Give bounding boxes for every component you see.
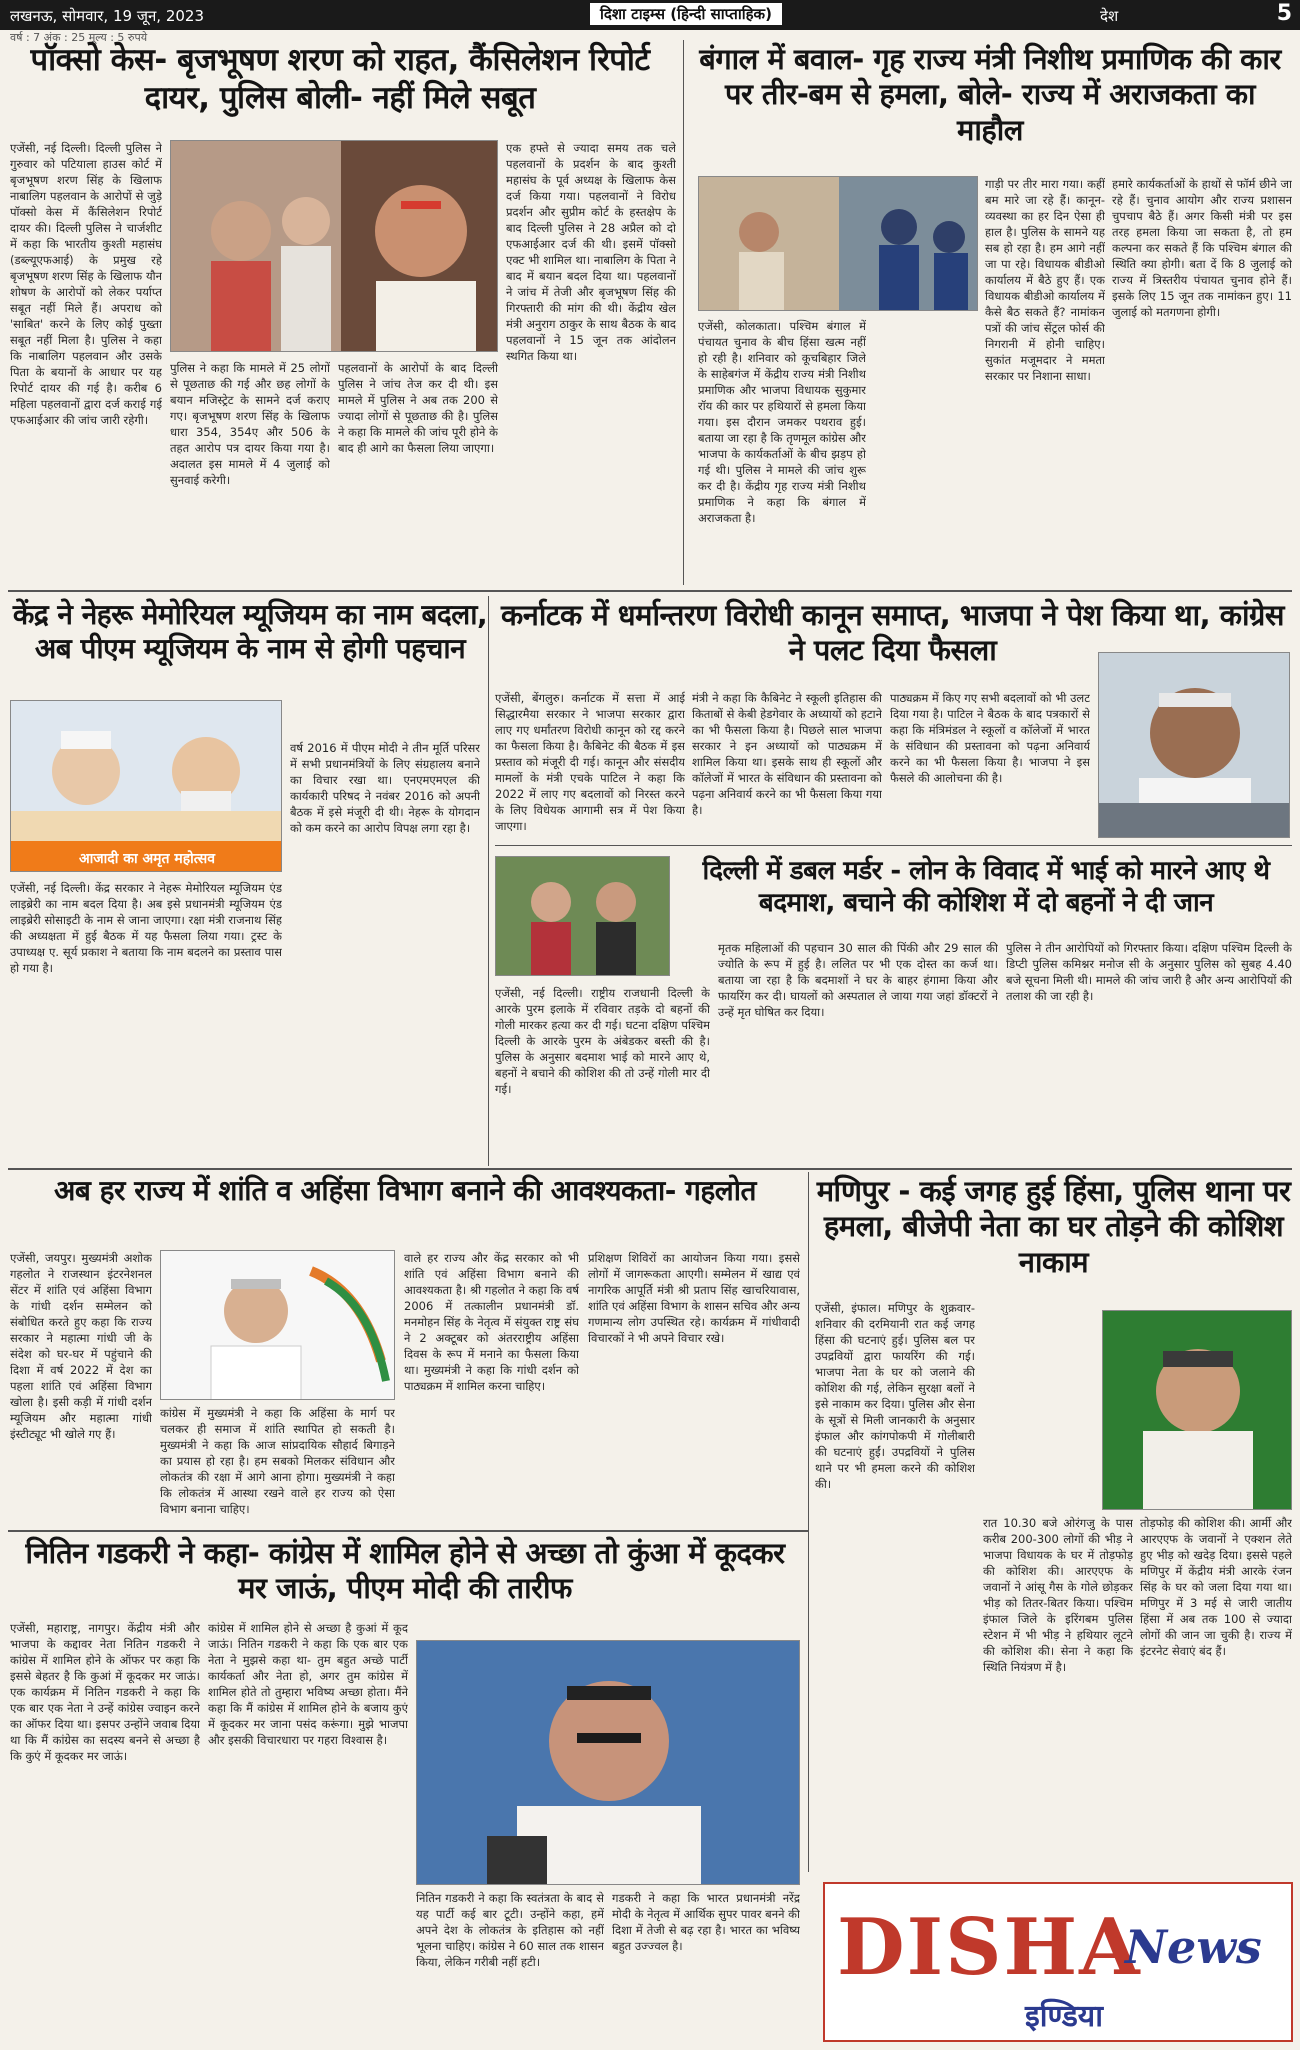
- section-name: देश: [1100, 7, 1119, 25]
- story-body-bengal-col1: एजेंसी, कोलकाता। पश्चिम बंगाल में पंचायत चुनाव के बीच हिंसा खत्म नहीं हो रही है। शनिवार को कूचबिहार जिले के साहेबगंज में केंद्रीय राज्य मंत्री निशीथ प्रमाणिक और भाजपा विधायक सुकुमार रॉय की कार पर हथियारों से हमला किया गया। इस दौरान जमकर पथराव हुई। बताया जा रहा है कि तृणमूल कांग्रेस और भाजपा के कार्यकर्ताओं के बीच झड़प हो गई थी। पुलिस ने मामले की जांच शुरू कर दी है। केंद्रीय गृह राज्य मंत्री निशीथ प्रमाणिक ने कहा कि बंगाल में अराजकता है।: [698, 319, 866, 525]
- bengal-protest-photo: [698, 176, 978, 311]
- story-body-karnataka-col1: एजेंसी, बेंगलुरु। कर्नाटक में सत्ता में आई सिद्धारमैया सरकार ने भाजपा सरकार द्वारा लाए गए धर्मांतरण विरोधी कानून को रद्द करने का फैसला किया है। कैबिनेट की बैठक में इस प्रस्ताव को मंजूरी दी गई। कानून और संसदीय मामलों के मंत्री एचके पाटिल ने कहा कि 2022 में लाए गए बदलावों को निरस्त करने के लिए विधेयक आगामी सत्र में पेश किया जाएगा।: [495, 691, 685, 833]
- delhi-victims-photo: [495, 856, 670, 976]
- story-body-gadkari-col1: एजेंसी, महाराष्ट्र, नागपुर। केंद्रीय मंत्री और भाजपा के कद्दावर नेता नितिन गडकरी ने कांग्रेस में शामिल होने के ऑफर पर कहा कि इससे बेहतर है कि कुआं में कूदकर मर जाऊं। एक कार्यक्रम में नितिन गडकरी ने कहा कि एक बार एक नेता ने उन्हें कांग्रेस ज्वाइन करने का ऑफर दिया था। इसपर उन्होंने जवाब दिया था कि मैं कांग्रेस का सदस्य बनने से अच्छा है कि कुएं में कूदकर मर जाऊं।: [10, 1621, 200, 1763]
- nehru-banner-caption: आजादी का अमृत महोत्सव: [78, 851, 216, 867]
- disha-news-logo: [823, 1882, 1293, 2042]
- section-rule: [8, 590, 1292, 592]
- story-body-karnataka-col2: मंत्री ने कहा कि कैबिनेट ने स्कूली इतिहास की किताबों से केबी हेडगेवार के अध्यायों को हटाने का भी फैसला किया है। पिछले साल भाजपा सरकार ने इन अध्यायों को पाठ्यक्रम में शामिल किया था। इसके साथ ही स्कूलों और कॉलेजों में भारत के संविधान की प्रस्तावना को पढ़ना अनिवार्य करने का भी फैसला किया गया है।: [692, 691, 882, 817]
- story-body-pocso-col3: पुलिस ने कहा कि मामले में 25 लोगों से पूछताछ की गई और छह लोगों के बयान मजिस्ट्रेट के सामने दर्ज कराए गए। बृजभूषण शरण सिंह के खिलाफ धारा 354, 354ए और 506 के तहत आरोप पत्र दायर किया गया है। अदालत इस मामले में 4 जुलाई को सुनवाई करेगी।: [170, 361, 330, 487]
- story-headline-manipur: मणिपुर - कई जगह हुई हिंसा, पुलिस थाना पर हमला, बीजेपी नेता का घर तोड़ने की कोशिश नाकाम: [816, 1174, 1291, 1279]
- story-headline-gehlot: अब हर राज्य में शांति व अहिंसा विभाग बनाने की आवश्यकता- गहलोत: [54, 1174, 756, 1207]
- column-rule: [488, 596, 489, 1166]
- story-body-gadkari-col3: नितिन गडकरी ने कहा कि स्वतंत्रता के बाद से यह पार्टी कई बार टूटी। उन्होंने कहा, हमें अपने देश के लोकतंत्र के इतिहास को नहीं भूलना चाहिए। कांग्रेस ने 60 साल तक शासन किया, लेकिन गरीबी नहीं हटी।: [416, 1891, 604, 1969]
- story-body-gehlot-col3: वाले हर राज्य और केंद्र सरकार को भी शांति एवं अहिंसा विभाग बनाने की आवश्यकता है। श्री गहलोत ने कहा कि वर्ष 2006 में तत्कालीन प्रधानमंत्री डॉ. मनमोहन सिंह के नेतृत्व में संयुक्त राष्ट्र संघ ने 2 अक्टूबर को अंतरराष्ट्रीय अहिंसा दिवस के रूप में मनाने का फैसला किया था। मुख्यमंत्री ने कहा कि गांधी दर्शन को पाठ्यक्रम में शामिल करना चाहिए।: [404, 1251, 579, 1393]
- wrestlers-photo: [170, 140, 498, 352]
- story-headline-karnataka: कर्नाटक में धर्मान्तरण विरोधी कानून समाप्त, भाजपा ने पेश किया था, कांग्रेस ने पलट दिया फैसला: [500, 598, 1284, 668]
- story-body-manipur-col1: एजेंसी, इंफाल। मणिपुर के शुक्रवार-शनिवार की दरमियानी रात कई जगह हिंसा की घटनाएं हुई। पुलिस बल पर उपद्रवियों द्वारा फायरिंग की गई। भाजपा नेता के घर को जलाने की कोशिश की गई, लेकिन सुरक्षा बलों ने इसे नाकाम कर दिया। पुलिस और सेना के सूत्रों से मिली जानकारी के अनुसार इंफाल और कांगपोकपी में गोलीबारी की घटनाएं हुईं। उपद्रवियों ने पुलिस थाने पर भी हमला करने की कोशिश की।: [815, 1301, 975, 1491]
- page-number: 5: [1276, 1, 1292, 26]
- story-body-manipur-col2: रात 10.30 बजे ओरंगजु के पास करीब 200-300 लोगों की भीड़ ने भाजपा विधायक के घर में तोड़फोड़ की कोशिश की। आरएएफ के जवानों ने आंसू गैस के गोले छोड़कर भीड़ को तितर-बितर किया। पश्चिम इंफाल जिले के इरिंगबम पुलिस स्टेशन में भी भीड़ ने हथियार लूटने की कोशिश की। सेना ने कहा कि स्थिति नियंत्रण में है।: [983, 1516, 1133, 1674]
- story-body-gadkari-col4: गडकरी ने कहा कि भारत प्रधानमंत्री नरेंद्र मोदी के नेतृत्व में आर्थिक सुपर पावर बनने की दिशा में तेजी से बढ़ रहा है। भारत का भविष्य बहुत उज्ज्वल है।: [612, 1891, 800, 1953]
- story-body-gehlot-col4: प्रशिक्षण शिविरों का आयोजन किया गया। इससे लोगों में जागरूकता आएगी। सम्मेलन में खाद्य एवं नागरिक आपूर्ति मंत्री श्री प्रताप सिंह खाचरियावास, शांति एवं अहिंसा विभाग के शासन सचिव और अन्य गणमान्य लोग उपस्थित रहे। कार्यक्रम में गांधीवादी विचारकों ने भी अपने विचार रखे।: [588, 1251, 800, 1345]
- story-body-karnataka-col3: पाठ्यक्रम में किए गए सभी बदलावों को भी उलट दिया गया है। पाटिल ने बैठक के बाद पत्रकारों से कहा कि मंत्रिमंडल ने स्कूलों व कॉलेजों में भारत के संविधान की प्रस्तावना को पढ़ना अनिवार्य करने का भी फैसला किया है। भाजपा ने इस फैसले की आलोचना की है।: [890, 691, 1090, 785]
- story-headline-nehru-museum: केंद्र ने नेहरू मेमोरियल म्यूजियम का नाम बदला, अब पीएम म्यूजियम के नाम से होगी पहचान: [12, 598, 488, 666]
- gadkari-photo: [416, 1640, 800, 1885]
- story-body-delhi-col1: एजेंसी, नई दिल्ली। राष्ट्रीय राजधानी दिल्ली के आरके पुरम इलाके में रविवार तड़के दो बहनों की गोली मारकर हत्या कर दी गई। घटना दक्षिण पश्चिम दिल्ली के आरके पुरम के अंबेडकर बस्ती की है। पुलिस के अनुसार बदमाश भाई को मारने आए थे, बहनों ने बचाने की कोशिश की तो उन्हें गोली मार दी गई।: [495, 986, 710, 1096]
- section-rule: [8, 1168, 1292, 1170]
- story-body-bengal-col3: हमारे कार्यकर्ताओं के हाथों से फॉर्म छीने जा रहे हैं। चुनाव आयोग और राज्य प्रशासन चुपचाप बैठे हैं। अगर किसी मंत्री पर इस तरह हमला किया जा सकता है, तो हम कल्पना कर सकते हैं कि पश्चिम बंगाल की स्थिति क्या होगी। बता दें कि 8 जुलाई को राज्य में त्रिस्तरीय पंचायत चुनाव होने हैं। इसके लिए 15 जून तक नामांकन हुए। 11 जुलाई को मतगणना होगी।: [1112, 177, 1292, 319]
- edition-subline: वर्ष : 7 अंक : 25 मूल्य : 5 रुपये: [10, 31, 148, 44]
- section-rule: [8, 1530, 808, 1532]
- section-rule: [495, 845, 1292, 846]
- story-headline-gadkari: नितिन गडकरी ने कहा- कांग्रेस में शामिल होने से अच्छा तो कुंआ में कूदकर मर जाऊं, पीएम मोदी की तारीफ: [25, 1536, 785, 1606]
- story-body-gehlot-col1: एजेंसी, जयपुर। मुख्यमंत्री अशोक गहलोत ने राजस्थान इंटरनेशनल सेंटर में शांति एवं अहिंसा विभाग के गांधी दर्शन सम्मेलन को संबोधित करते हुए कहा कि राज्य सरकार ने महात्मा गांधी जी के संदेश को घर-घर में पहुंचाने की दिशा में वर्ष 2022 में देश का पहला शांति एवं अहिंसा विभाग खोला है। इसी कड़ी में गांधी दर्शन म्यूजियम और महात्मा गांधी इंस्टीट्यूट भी खोले गए हैं।: [10, 1251, 152, 1441]
- story-body-manipur-col3: तोड़फोड़ की कोशिश की। आर्मी और आरएएफ के जवानों ने एक्शन लेते हुए भीड़ को खदेड़ दिया। इससे पहले मणिपुर में केंद्रीय मंत्री आरके रंजन सिंह के घर को जला दिया गया था। मणिपुर में 3 मई से जारी जातीय हिंसा में अब तक 100 से ज्यादा लोगों की जान जा चुकी है। राज्य में इंटरनेट सेवाएं बंद हैं।: [1140, 1516, 1292, 1658]
- siddaramaiah-photo: [1098, 652, 1290, 838]
- logo-sub-text: इण्डिया: [1025, 1999, 1103, 2034]
- story-headline-bengal: बंगाल में बवाल- गृह राज्य मंत्री निशीथ प्रमाणिक की कार पर तीर-बम से हमला, बोले- राज्य में अराजकता का माहौल: [699, 42, 1281, 147]
- story-body-pocso-col2: एक हफ्ते से ज्यादा समय तक चले पहलवानों के प्रदर्शन के बाद कुश्ती महासंघ के पूर्व अध्यक्ष के खिलाफ केस दर्ज किया गया। पहलवानों ने विरोध प्रदर्शन और सुप्रीम कोर्ट के हस्तक्षेप के बाद दिल्ली पुलिस ने 28 अप्रैल को दो एफआईआर दर्ज की थी। इसमें पॉक्सो एक्ट भी शामिल था। नाबालिग के पिता ने बाद में बयान बदल दिया था। पहलवानों ने जांच में तेजी और बृजभूषण सिंह की गिरफ्तारी की मांग की थी। केंद्रीय खेल मंत्री अनुराग ठाकुर के साथ बैठक के बाद पहलवानों ने 15 जून तक आंदोलन स्थगित किया था।: [506, 141, 676, 363]
- nehru-modi-photo: [10, 700, 282, 872]
- column-rule: [808, 1172, 809, 1872]
- paper-name: दिशा टाइम्स (हिन्दी साप्ताहिक): [590, 3, 782, 25]
- masthead: [0, 0, 1300, 30]
- gehlot-photo: [160, 1250, 395, 1400]
- story-body-delhi-col3: पुलिस ने तीन आरोपियों को गिरफ्तार किया। दक्षिण पश्चिम दिल्ली के डिप्टी पुलिस कमिश्नर मनोज सी के अनुसार पुलिस को सुबह 4.40 बजे सूचना मिली थी। मामले की जांच जारी है और अन्य आरोपियों की तलाश की जा रही है।: [1006, 941, 1292, 1003]
- story-body-bengal-col2: गाड़ी पर तीर मारा गया। कहीं बम मारे जा रहे हैं। कानून-व्यवस्था का हर दिन ऐसा ही हाल है। पुलिस के सामने यह सब हो रहा है। हम आगे नहीं जा पा रहे। विधायक बीडीओ कार्यालय में बैठे हुए हैं। एक विधायक बीडीओ कार्यालय में कैसे बैठ सकते हैं? नामांकन पत्रों की जांच सेंट्रल फोर्स की निगरानी में होनी चाहिए। सुकांत मजूमदार ने ममता सरकार पर निशाना साधा।: [985, 177, 1105, 383]
- story-body-gadkari-col2: कांग्रेस में शामिल होने से अच्छा है कुआं में कूद जाऊं। नितिन गडकरी ने कहा कि एक बार एक नेता ने मुझसे कहा था- तुम बहुत अच्छे पार्टी कार्यकर्ता और नेता हो, अगर तुम कांग्रेस में शामिल होते तो तुम्हारा भविष्य अच्छा होता। मैंने कहा कि मैं कांग्रेस में शामिल होने के बजाय कुएं में कूदकर मर जाना पसंद करूंगा। मुझे भाजपा और इसकी विचारधारा पर गहरा विश्वास है।: [208, 1621, 408, 1747]
- story-body-pocso-col4: पहलवानों के आरोपों के बाद दिल्ली पुलिस ने जांच तेज कर दी थी। इस मामले में पुलिस ने अब तक 200 से ज्यादा लोगों से पूछताछ की है। पुलिस ने कहा कि मामले की जांच पूरी होने के बाद ही आगे का फैसला लिया जाएगा।: [338, 361, 498, 455]
- logo-main-text: DISHA: [837, 1902, 1142, 1993]
- story-body-nehru-col1: एजेंसी, नई दिल्ली। केंद्र सरकार ने नेहरू मेमोरियल म्यूजियम एंड लाइब्रेरी का नाम बदल दिया है। अब इसे प्रधानमंत्री म्यूजियम एंड लाइब्रेरी सोसाइटी के नाम से जाना जाएगा। रक्षा मंत्री राजनाथ सिंह की अध्यक्षता में हुई बैठक में यह फैसला लिया गया। ट्रस्ट के उपाध्यक्ष ए. सूर्य प्रकाश ने बताया कि नाम बदलने का प्रस्ताव पास हो गया है।: [10, 881, 282, 975]
- story-body-gehlot-col2: कांग्रेस में मुख्यमंत्री ने कहा कि अहिंसा के मार्ग पर चलकर ही समाज में शांति स्थापित हो सकती है। मुख्यमंत्री ने कहा कि आज सांप्रदायिक सौहार्द बिगाड़ने का प्रयास हो रहा है। हम सबको मिलकर संविधान और लोकतंत्र की रक्षा में आगे आना होगा। मुख्यमंत्री ने कहा कि लोकतंत्र में आस्था रखने वाले हर राज्य को ऐसा विभाग बनाना चाहिए।: [160, 1406, 395, 1516]
- manipur-leader-photo: [1102, 1310, 1292, 1510]
- story-body-delhi-col2: मृतक महिलाओं की पहचान 30 साल की पिंकी और 29 साल की ज्योति के रूप में हुई है। ललित पर भी एक दोस्त का कर्ज था। बताया जा रहा है कि बदमाशों ने घर के बाहर हंगामा किया और फायरिंग कर दी। घायलों को अस्पताल ले जाया गया जहां डॉक्टरों ने उन्हें मृत घोषित कर दिया।: [718, 941, 998, 1019]
- logo-news-text: News: [1125, 1920, 1262, 1974]
- edition-date: लखनऊ, सोमवार, 19 जून, 2023: [10, 7, 204, 25]
- story-headline-delhi-murder: दिल्ली में डबल मर्डर - लोन के विवाद में भाई को मारने आए थे बदमाश, बचाने की कोशिश में दो बहनों ने दी जान: [702, 856, 1270, 918]
- story-body-pocso-col1: एजेंसी, नई दिल्ली। दिल्ली पुलिस ने गुरुवार को पटियाला हाउस कोर्ट में बृजभूषण शरण सिंह के खिलाफ नाबालिग पहलवान के आरोपों से जुड़े पॉक्सो केस में कैंसिलेशन रिपोर्ट दायर की। दिल्ली पुलिस ने चार्जशीट में कहा कि भारतीय कुश्ती महासंघ (डब्ल्यूएफआई) के प्रमुख रहे बृजभूषण शरण सिंह के खिलाफ यौन शोषण के आरोपों को लेकर पर्याप्त सबूत नहीं मिले हैं। अपराध को 'साबित' करने के लिए कोई पुख्ता सबूत नहीं मिला है। पुलिस ने कहा कि नाबालिग पहलवान और उसके पिता के बयानों के आधार पर यह रिपोर्ट दायर की गई है। करीब 6 महिला पहलवानों द्वारा दर्ज कराई गई एफआईआर की जांच जारी रहेगी।: [10, 141, 162, 427]
- story-body-nehru-col2: वर्ष 2016 में पीएम मोदी ने तीन मूर्ति परिसर में सभी प्रधानमंत्रियों के लिए संग्रहालय बनाने का विचार रखा था। एनएमएमएल की कार्यकारी परिषद ने नवंबर 2016 को अपनी बैठक में इसे मंजूरी दी थी। नेहरू के योगदान को कम करने का आरोप विपक्ष लगा रहा है।: [290, 741, 480, 835]
- story-headline-pocso: पॉक्सो केस- बृजभूषण शरण को राहत, कैंसिलेशन रिपोर्ट दायर, पुलिस बोली- नहीं मिले सबूत: [30, 42, 650, 116]
- column-rule: [683, 40, 684, 585]
